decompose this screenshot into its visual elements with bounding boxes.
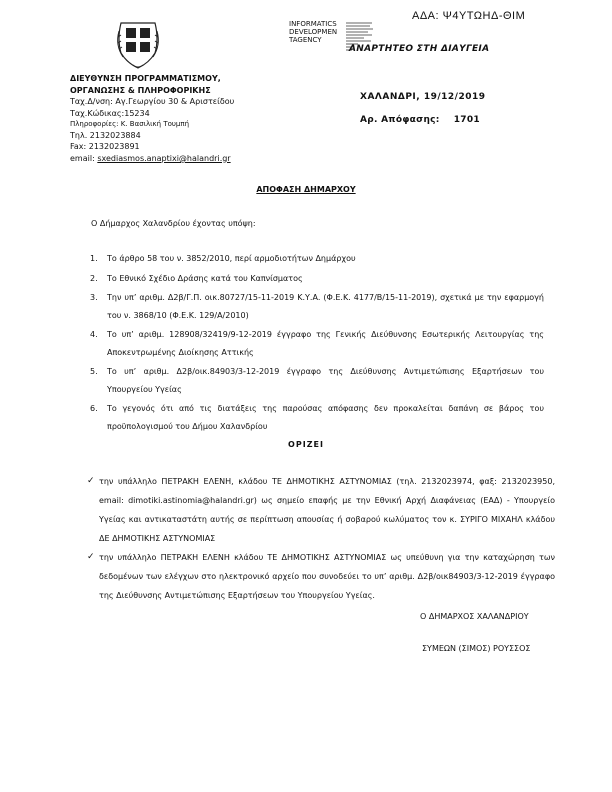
list-item	[90, 250, 544, 268]
posted-label: ΑΝΑΡΤΗΤΕΟ ΣΤΗ ΔΙΑΥΓΕΙΑ	[349, 44, 490, 54]
list-item-number: 2.	[90, 273, 98, 283]
sender-postal: Ταχ.Κώδικας:15234	[70, 108, 150, 118]
considerations-list	[90, 250, 544, 437]
checkmark-icon: ✓	[87, 476, 95, 486]
list-item	[90, 326, 544, 361]
agency-logo-text	[289, 20, 337, 44]
document-title: ΑΠΟΦΑΣΗ ΔΗΜΑΡΧΟΥ	[256, 185, 356, 194]
list-item-number: 5.	[90, 367, 98, 376]
agency-line: TAGENCY	[289, 36, 322, 45]
list-item-text: Την υπ’ αριθμ. Δ2β/Γ.Π. οικ.80727/15-11-2019 Κ.Υ.Α. (Φ.Ε.Κ. 4177/Β/15-11-2019), σχετικά με την εφαρμογή του ν. 3868/10 (Φ.Ε.Κ. 129/Α/2010)	[107, 293, 544, 320]
list-item-text: Το γεγονός ότι από τις διατάξεις της παρούσας απόφασης δεν προκαλείται δαπάνη σε βάρος του προϋπολογισμού του Δήμου Χαλανδρίου	[107, 404, 544, 431]
sender-dept-line: ΔΙΕΥΘΥΝΣΗ ΠΡΟΓΡΑΜΜΑΤΙΣΜΟΥ,	[70, 74, 221, 83]
agency-line: INFORMATICS	[289, 20, 337, 28]
greek-emblem-icon	[113, 19, 163, 70]
sender-info: Πληροφορίες: Κ. Βασιλική Τουμπή	[70, 120, 190, 129]
decision-item	[87, 472, 555, 548]
sender-address: Ταχ.Δ/νση: Αγ.Γεωργίου 30 & Αριστείδου	[70, 97, 235, 107]
list-item-number: 1.	[90, 254, 98, 263]
signature-name: ΣΥΜΕΩΝ (ΣΙΜΟΣ) ΡΟΥΣΣΟΣ	[422, 644, 531, 653]
intro-text: Ο Δήμαρχος Χαλανδρίου έχοντας υπόψη:	[91, 219, 256, 228]
ada-code: ΑΔΑ: Ψ4ΥΤΩΗΔ-ΘΙΜ	[412, 10, 526, 22]
list-item-number: 4.	[90, 330, 98, 339]
decision-text: την υπάλληλο ΠΕΤΡΑΚΗ ΕΛΕΝΗ κλάδου ΤΕ ΔΗΜΟΤΙΚΗΣ ΑΣΤΥΝΟΜΙΑΣ ως υπεύθυνη για την καταχώρηση των δεδομένων των ελέγχων στο ηλεκτρονικό αρχείο που συνοδεύει το υπ’ αριθμ. Δ2β/οικ84903/3-12-2019 έγγραφο της Διεύθυνσης Αντιμετώπισης Εξαρτήσεων του Υπουργείου Υγείας.	[99, 553, 555, 600]
sender-fax: Fax: 2132023891	[70, 142, 140, 152]
decision-number	[360, 115, 480, 125]
sender-email-link[interactable]: sxediasmos.anaptixi@halandri.gr	[97, 153, 231, 163]
list-item-text: Το άρθρο 58 του ν. 3852/2010, περί αρμοδιοτήτων Δημάρχου	[107, 254, 356, 263]
decision-number-value: 1701	[453, 115, 480, 125]
agency-line: DEVELOPMEN	[289, 28, 338, 37]
list-item	[90, 270, 544, 288]
list-item-text: Το Εθνικό Σχέδιο Δράσης κατά του Καπνίσματος	[107, 273, 303, 283]
document-date: ΧΑΛΑΝΔΡΙ, 19/12/2019	[360, 92, 486, 102]
signature-title: Ο ΔΗΜΑΡΧΟΣ ΧΑΛΑΝΔΡΙΟΥ	[420, 612, 529, 621]
checkmark-icon: ✓	[87, 552, 95, 562]
decision-number-label: Αρ. Απόφασης:	[360, 115, 440, 125]
list-item-text: Το υπ’ αριθμ. 128908/32419/9-12-2019 έγγραφο της Γενικής Διεύθυνσης Εσωτερικής Λειτουργίας της Αποκεντρωμένης Διοίκησης Αττικής	[107, 330, 544, 357]
sender-block	[70, 73, 290, 164]
list-item-text: Το υπ’ αριθμ. Δ2β/οικ.84903/3-12-2019 έγγραφο της Διεύθυνσης Αντιμετώπισης Εξαρτήσεων του Υπουργείου Υγείας	[107, 367, 544, 394]
sender-email-label: email:	[70, 153, 98, 163]
list-item	[90, 289, 544, 324]
sender-phone: Τηλ. 2132023884	[70, 130, 141, 140]
sender-email-row	[70, 153, 290, 165]
orizei-heading: ΟΡΙΖΕΙ	[288, 440, 324, 449]
list-item-number: 3.	[90, 293, 98, 302]
list-item-number: 6.	[90, 404, 98, 413]
sender-dept-line: ΟΡΓΑΝΩΣΗΣ & ΠΛΗΡΟΦΟΡΙΚΗΣ	[70, 85, 211, 95]
list-item	[90, 400, 544, 435]
decision-text: την υπάλληλο ΠΕΤΡΑΚΗ ΕΛΕΝΗ, κλάδου ΤΕ ΔΗΜΟΤΙΚΗΣ ΑΣΤΥΝΟΜΙΑΣ (τηλ. 2132023974, φαξ: 2132023950, email: dimotiki.astinomia@halandri.gr) ως σημείο επαφής με την Εθνική Αρχή Διαφάνειας (ΕΑΔ) - Υπουργείο Υγείας και αντικαταστάτη αυτής σε περίπτωση απουσίας ή σοβαρού κωλύματος τον κ. ΣΥΡΙΓΟ ΜΙΧΑΗΛ κλάδου ΔΕ ΔΗΜΟΤΙΚΗΣ ΑΣΤΥΝΟΜΙΑΣ	[99, 477, 555, 543]
decision-item	[87, 548, 555, 605]
list-item	[90, 363, 544, 398]
